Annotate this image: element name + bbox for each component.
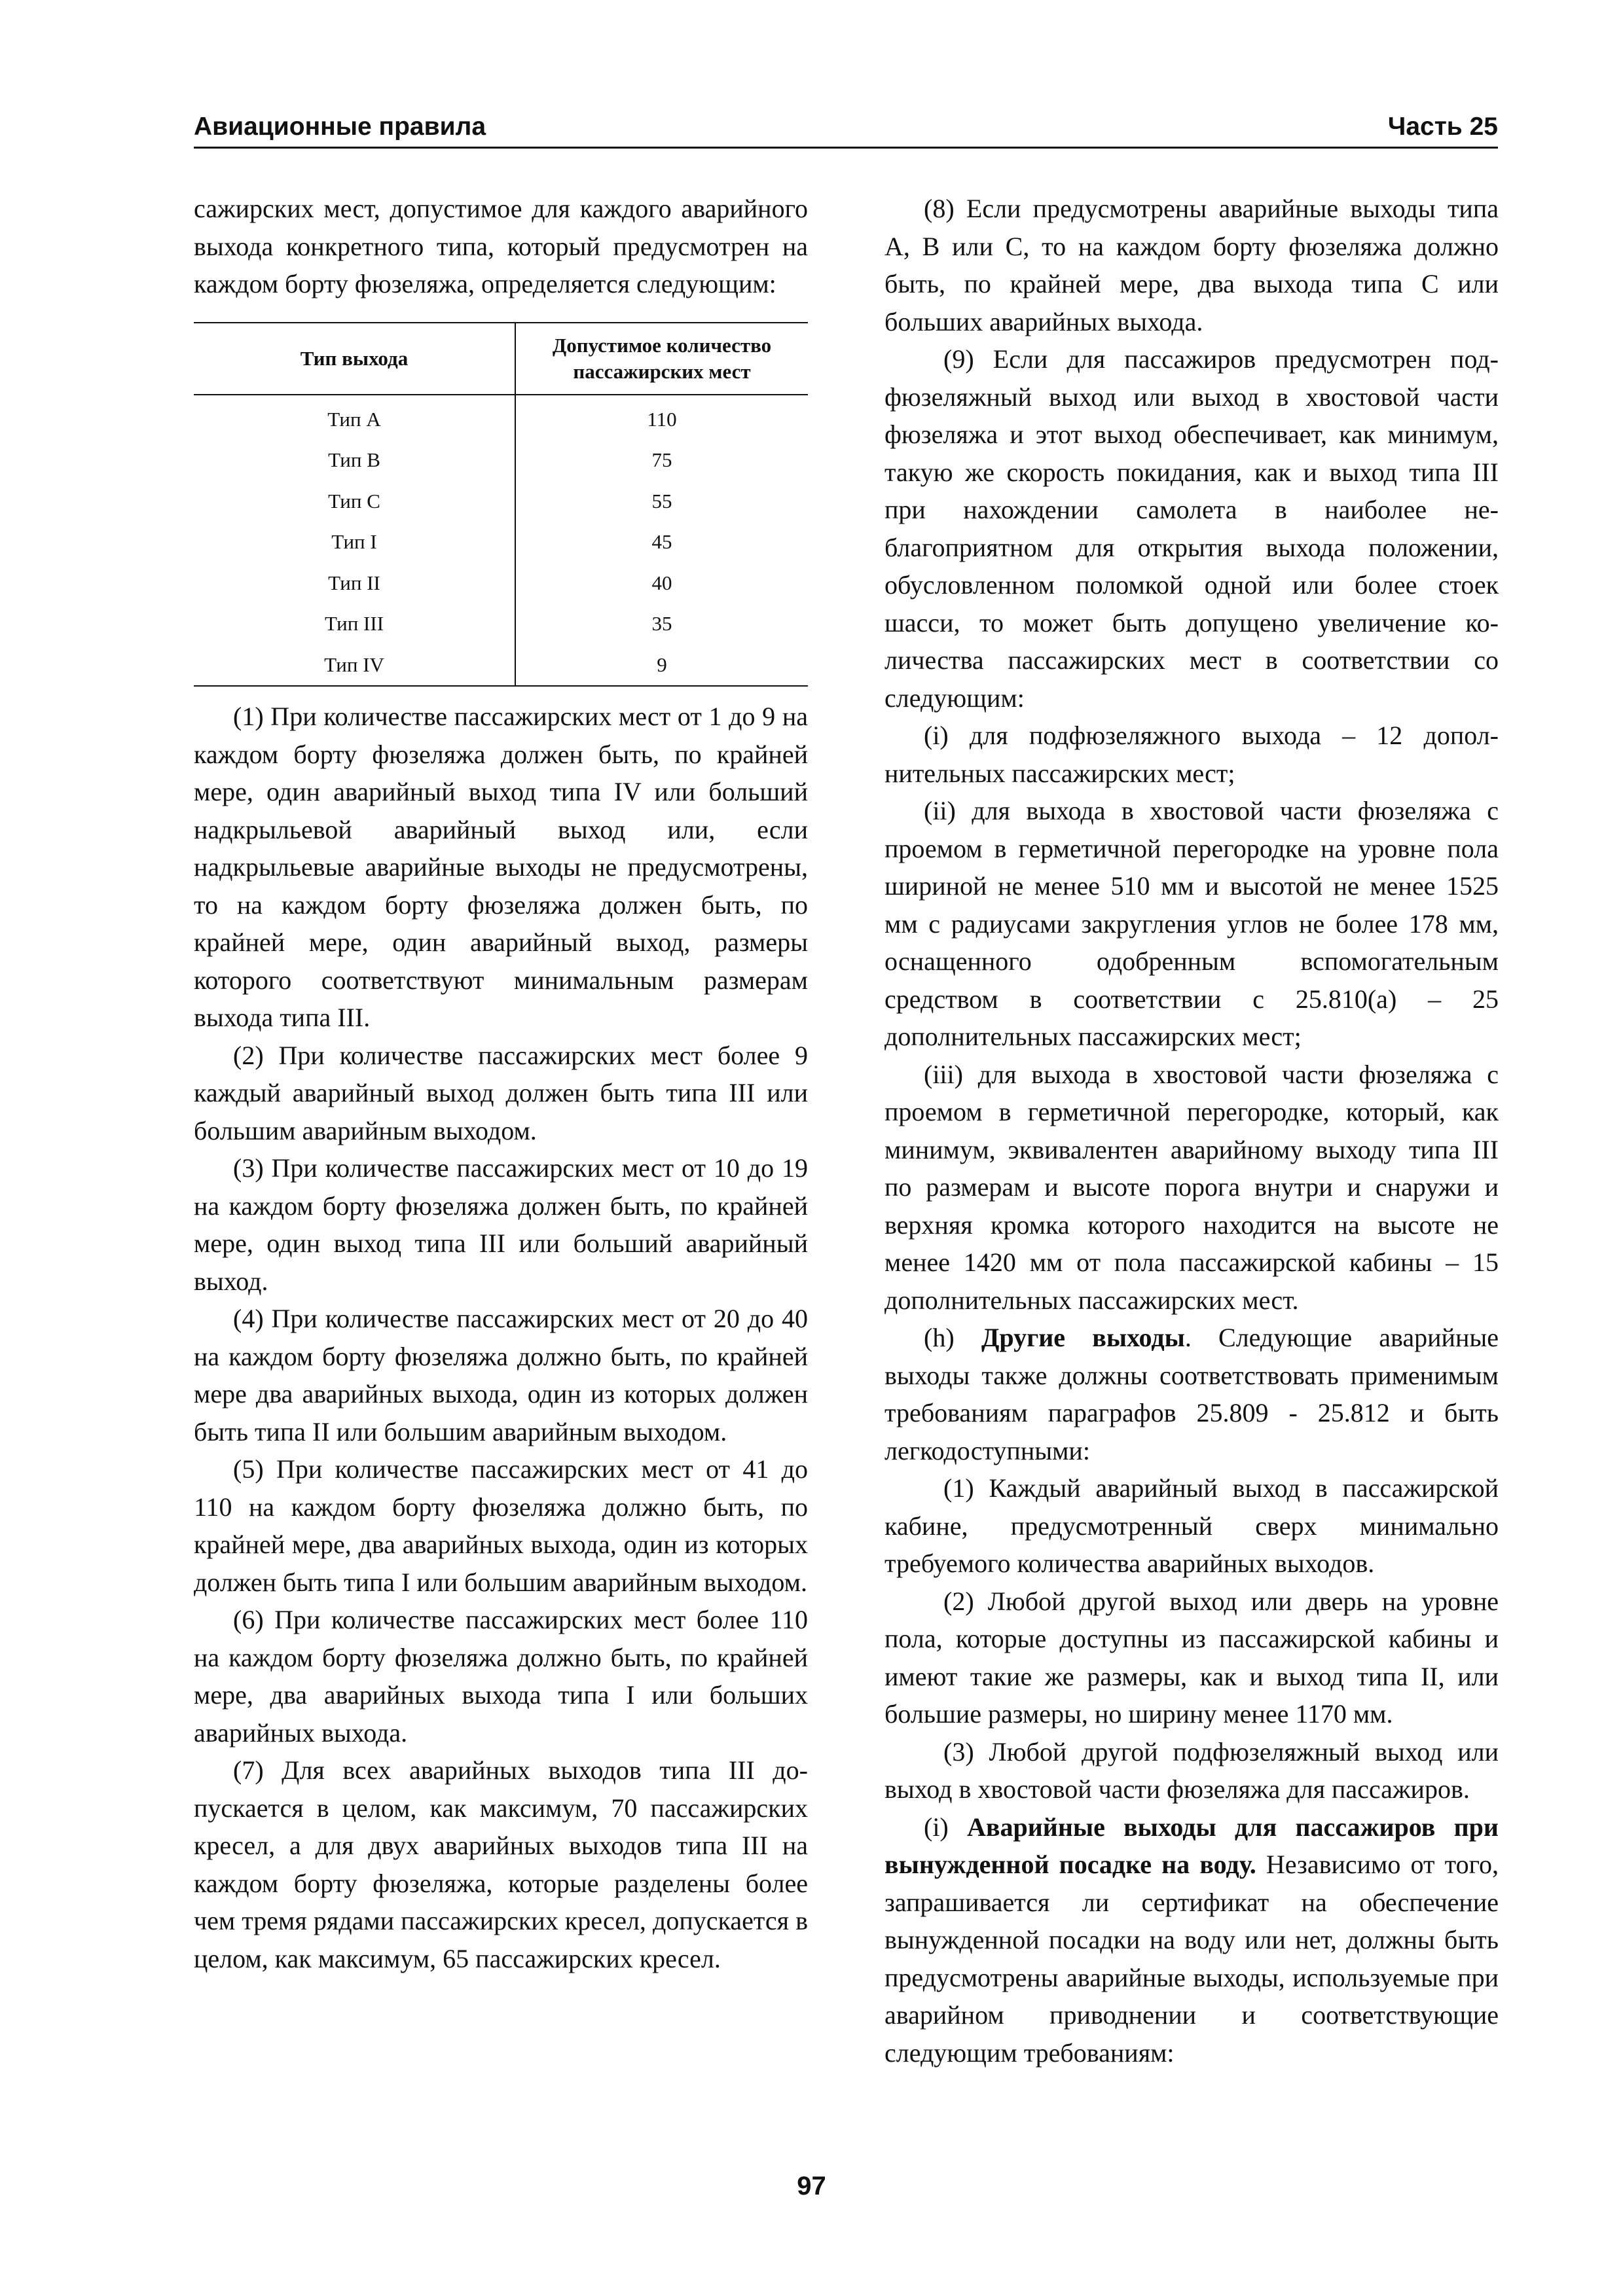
exit-type-cell: Тип B — [194, 440, 515, 481]
paragraph-1: (1) При количестве пассажирских мест от 1 до 9 на каждом борту фюзеляжа должен быть, по крайней мере, один аварийный выход типа IV или больший надкрыльевой аварийный выход или, если надкрыльевые аварийные выходы не предусмотрены, то на каждом борту фюзеляжа должен быть, по крайней мере, один аварийный выход, размеры которого соответствуют минимальным размерам выхода типа III. — [194, 702, 808, 1032]
exit-type-cell: Тип A — [194, 395, 515, 440]
header-rule — [194, 147, 1498, 149]
paragraph-8: (8) Если предусмотрены аварийные выходы типа A, B или C, то на каждом борту фюзеляжа должно быть, по крайней мере, два выхода типа C или больших аварийных выхода. — [884, 194, 1499, 336]
seat-count-cell: 40 — [651, 571, 672, 594]
table-row — [194, 563, 808, 604]
seat-count-cell: 110 — [647, 407, 677, 431]
table-row — [194, 395, 808, 440]
running-header-title: Авиационные правила — [194, 113, 486, 141]
seat-count-cell: 45 — [651, 530, 672, 553]
seat-count-cell: 75 — [651, 448, 672, 471]
seat-count-cell: 55 — [651, 489, 672, 512]
table-header-row — [194, 323, 808, 395]
column-header-exit-type: Тип выхода — [194, 323, 515, 395]
subparagraph-9-i: (i) для подфюзеляжного выхода – 12 дополнительных пассажирских мест; — [884, 721, 1499, 788]
section-h-prefix: (h) — [924, 1323, 981, 1352]
right-column — [884, 190, 1499, 2072]
left-column — [194, 190, 808, 1977]
intro-paragraph: сажирских мест, допустимое для каждого аварийного выхода конкретного типа, который предусмотрен на каждом борту фюзеляжа, определяется следующим: — [194, 194, 808, 298]
paragraph-7: (7) Для всех аварийных выходов типа III допускается в целом, как максимум, 70 пассажирских кресел, а для двух аварийных выходов типа III на каждом борту фюзеляжа, которые разделены более чем тремя рядами пассажирских кресел, допускается в целом, как максимум, 65 пассажирских кресел. — [194, 1755, 808, 1973]
subparagraph-9-ii: (ii) для выхода в хвостовой части фюзеляжа с проемом в герметичной перегородке на уровне пола шириной не менее 510 мм и высотой не менее 1525 мм с радиусами закругления углов не более 178 мм, оснащенного одобренным вспомогательным средством в соответствии с 25.810(a) – 25 дополнительных пассажирских мест; — [884, 796, 1499, 1051]
table-row — [194, 603, 808, 645]
section-h-item-1: (1) Каждый аварийный выход в пассажирской кабине, предусмотренный сверх минимально требуемого количества аварийных выходов. — [884, 1473, 1499, 1578]
section-i-prefix: (i) — [924, 1812, 967, 1842]
section-h-item-2: (2) Любой другой выход или дверь на уровне пола, которые доступны из пассажирской кабины и имеют такие же размеры, как и выход типа II, или большие размеры, но ширину менее 1170 мм. — [884, 1586, 1499, 1729]
paragraph-4: (4) При количестве пассажирских мест от 20 до 40 на каждом борту фюзеляжа должно быть, по крайней мере два аварийных выхода, один из которых должен быть типа II или большим аварийным выходом. — [194, 1304, 808, 1446]
section-h-heading: Другие выходы — [981, 1323, 1185, 1352]
exit-type-cell: Тип C — [194, 481, 515, 522]
section-h-text: . Следующие аварийные выходы также должны соответствовать применимым требованиям параграфов 25.809 - 25.812 и быть легкодоступными: — [884, 1323, 1499, 1465]
table-row — [194, 481, 808, 522]
exit-type-cell: Тип III — [194, 603, 515, 645]
section-i-text: Независимо от того, запрашивается ли сертификат на обеспечение вынужденной посадки на воду или нет, должны быть предусмотрены аварийные выходы, используемые при аварийном приводнении и соответствующие следующим требованиям: — [884, 1850, 1499, 2068]
section-i-heading: Аварийные выходы для пассажиров при вынужденной посадке на воду. — [884, 1812, 1499, 1879]
table-row — [194, 522, 808, 563]
paragraph-3: (3) При количестве пассажирских мест от 10 до 19 на каждом борту фюзеляжа должен быть, по крайней мере, один выход типа III или больший аварийный выход. — [194, 1153, 808, 1296]
paragraph-2: (2) При количестве пассажирских мест более 9 каждый аварийный выход должен быть типа III или большим аварийным выходом. — [194, 1040, 808, 1145]
column-header-seats: Допустимое количество пассажирских мест — [515, 323, 808, 395]
exit-capacity-table — [194, 322, 808, 687]
exit-type-cell: Тип I — [194, 522, 515, 563]
paragraph-6: (6) При количестве пассажирских мест более 110 на каждом борту фюзеляжа должно быть, по крайней мере, два аварийных выхода типа I или больших аварийных выхода. — [194, 1605, 809, 1748]
table-row — [194, 440, 808, 481]
subparagraph-9-iii: (iii) для выхода в хвостовой части фюзеляжа с проемом в герметичной перегородке, который, как минимум, эквивалентен аварийному выходу типа III по размерам и высоте порога внутри и снаружи и верхняя кромка которого находится на высоте не менее 1420 мм от пола пассажирской кабины – 15 дополнительных пассажирских мест. — [884, 1059, 1499, 1315]
paragraph-5: (5) При количестве пассажирских мест от 41 до 110 на каждом борту фюзеляжа должно быть, по крайней мере, два аварийных выхода, один из которых должен быть типа I или большим аварийным выходом. — [194, 1454, 808, 1597]
table-row — [194, 645, 808, 687]
exit-type-cell: Тип II — [194, 563, 515, 604]
seat-count-cell: 9 — [515, 645, 808, 687]
paragraph-9: (9) Если для пассажиров предусмотрен подфюзеляжный выход или выход в хвостовой части фюзеляжа и этот выход обеспечивает, как минимум, такую же скорость покидания, как и выход типа III при нахождении самолета в наиболее неблагоприятном для открытия выхода положении, обусловленном поломкой одной или более стоек шасси, то может быть допущено увеличение количества пассажирских мест в соответствии со следующим: — [884, 344, 1499, 713]
running-header-part: Часть 25 — [1387, 113, 1498, 141]
section-h — [884, 1319, 1499, 1469]
section-h-item-3: (3) Любой другой подфюзеляжный выход или выход в хвостовой части фюзеляжа для пассажиров. — [884, 1736, 1499, 1804]
seat-count-cell: 35 — [651, 612, 672, 635]
exit-type-cell: Тип IV — [194, 645, 515, 687]
page-number: 97 — [797, 2172, 826, 2200]
section-i — [884, 1808, 1499, 2072]
